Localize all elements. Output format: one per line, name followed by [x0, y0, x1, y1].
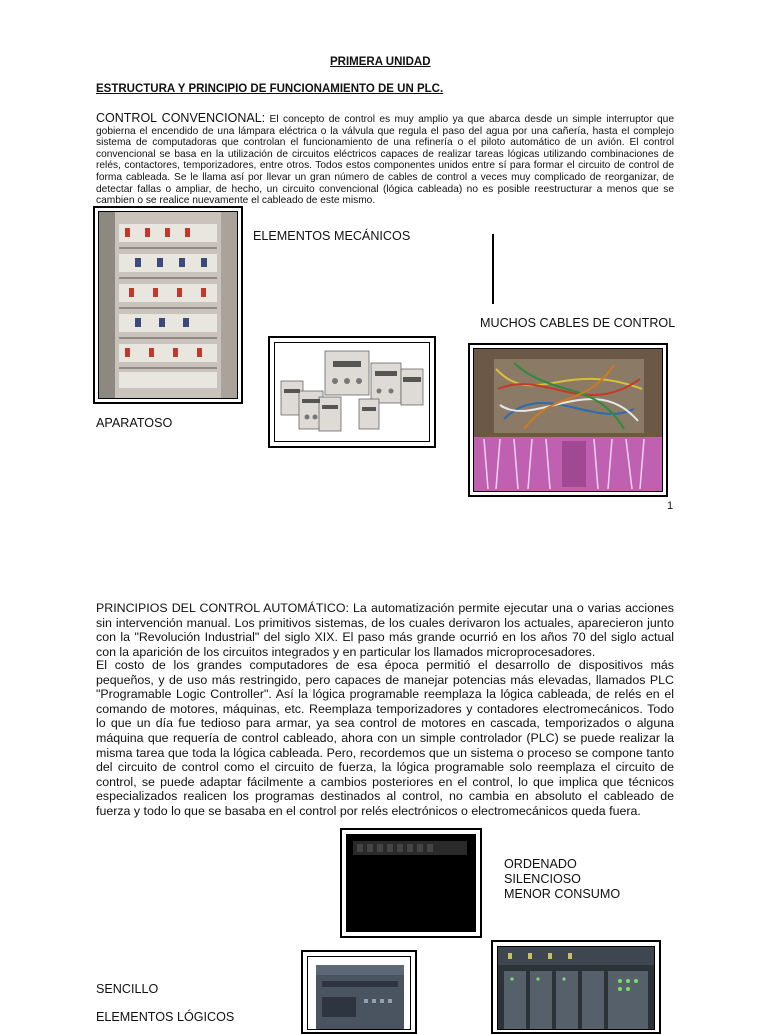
cost-paragraph: El costo de los grandes computadores de esa época permitió el desarrollo de dispositivos más pequeños, y de uso más restringido, pero capaces de manejar potencias más elevadas, llamados PLC "Programable Logic Controller". Así la lógica programable reemplaza la lógica cableada, de relés en el comando de motores, máquinas, etc. Reemplaza temporizadores y contadores electromecánicos. Todo lo que un día fue tedioso para armar, ya sea control de motores en cascada, temporizados o alguna máquina que requería de control cableado, ahora con un simple controlador (PLC) se puede realizar la misma tarea que toda la lógica cableada. Pero, recordemos que un sistema o proceso se compone tanto del circuito de control como el circuito de fuerza, la lógica programable solo reemplaza el circuito de control, se puede adaptar fácilmente a cambios posteriores en el control, lo que implica que técnicos especializados realicen los programas destinados al control, no cambia en absoluto el cableado de fuerza y todo lo que se basaba en el control por relés electrónicos o electromecánicos queda fuera.	[96, 658, 674, 818]
intro-text: El concepto de control es muy amplio ya que abarca desde un simple interruptor que gobierna el encendido de una lámpara eléctrica o la válvula que regula el paso del agua por una cañería, hasta el complejo sistema de computadoras que controlan el funcionamiento de una refinería o el piloto automático de un avión. El control convencional se basa en la utilización de circuitos eléctricos capaces de realizar tareas lógicas utilizando combinaciones de relés, contactores, temporizadores, entre otros. Todos estos componentes unidos entre sí para formar el circuito de control de forma cableada. Se le llama así por llevar un gran número de cables de control a veces muy complicado de reorganizar, de detectar fallas o ampliar, de hecho, un circuito convencional (lógica cableada) no es posible reestructurar a menos que se cambien o se realice nuevamente el cableado de este mismo.	[96, 114, 674, 207]
rack-plc-illustration	[498, 947, 654, 1029]
plc-module-illustration	[347, 835, 475, 931]
wiring-illustration	[474, 349, 662, 491]
contactors-illustration	[275, 343, 429, 441]
page-number: 1	[667, 500, 674, 512]
panel-illustration	[99, 212, 237, 398]
label-mechanical-elements: ELEMENTOS MECÁNICOS	[253, 229, 411, 243]
intro-paragraph	[96, 113, 674, 207]
label-simple: SENCILLO	[96, 982, 159, 996]
compact-plc-photo	[301, 950, 417, 1034]
label-logic-elements: ELEMENTOS LÓGICOS	[96, 1010, 235, 1024]
benefit-ordered: ORDENADO	[504, 857, 577, 871]
wiring-photo	[468, 343, 668, 497]
intro-lead: CONTROL CONVENCIONAL:	[96, 111, 266, 125]
vertical-divider-line	[492, 234, 494, 304]
principles-paragraph: PRINCIPIOS DEL CONTROL AUTOMÁTICO: La automatización permite ejecutar una o varias acciones sin intervención manual. Los primitivos sistemas, de los cuales derivaron los actuales, aparecieron junto con la "Revolución Industrial" del siglo XIX. El paso más grande ocurrió en los años 70 del siglo actual con la aparición de los circuitos integrados y en particular los llamados microprocesadores.	[96, 601, 674, 659]
section-subheading: ESTRUCTURA Y PRINCIPIO DE FUNCIONAMIENTO DE UN PLC.	[96, 83, 444, 95]
contactors-photo	[268, 336, 436, 448]
benefit-silent: SILENCIOSO	[504, 872, 581, 886]
plc-module-photo	[340, 828, 482, 938]
electrical-panel-photo	[93, 206, 243, 404]
label-many-cables: MUCHOS CABLES DE CONTROL	[480, 316, 676, 330]
rack-plc-photo	[491, 940, 661, 1034]
page-heading: PRIMERA UNIDAD	[330, 56, 431, 68]
benefit-low-consumption: MENOR CONSUMO	[504, 887, 621, 901]
benefits-list	[504, 857, 620, 902]
compact-plc-illustration	[308, 957, 410, 1029]
label-bulky: APARATOSO	[96, 416, 173, 430]
